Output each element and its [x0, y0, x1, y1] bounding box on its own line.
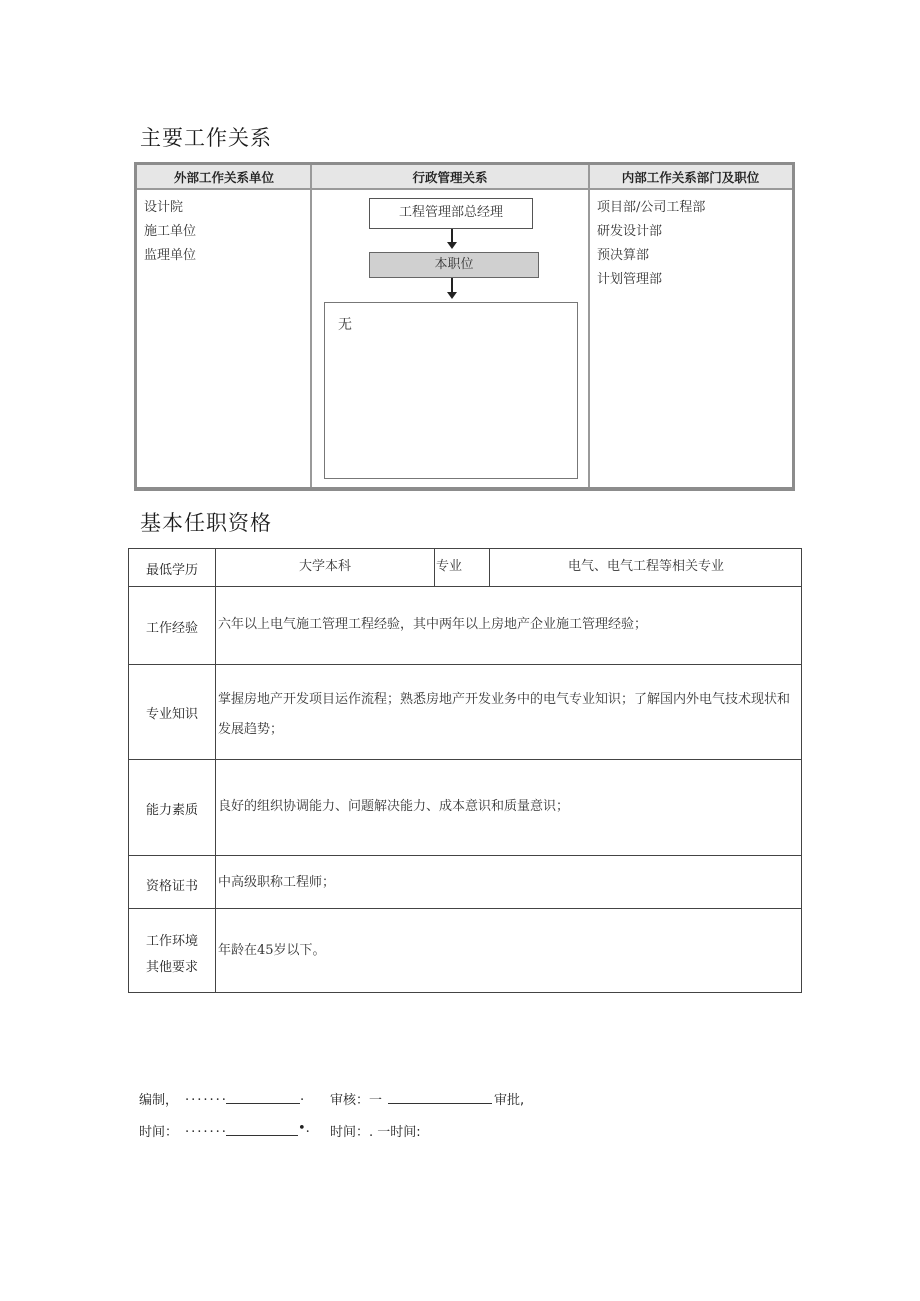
- column-divider: [588, 165, 590, 487]
- value-min-education: 大学本科: [298, 559, 351, 574]
- column-divider: [310, 165, 312, 487]
- row-divider: [129, 855, 801, 856]
- compiled-by-dots: .......: [185, 1089, 228, 1104]
- approved-by-label: 审批,: [494, 1093, 525, 1108]
- label-certificates: 资格证书: [145, 879, 198, 894]
- list-item: 设计院: [144, 200, 184, 215]
- header-admin-relations: 行政管理关系: [311, 165, 589, 190]
- time-review-approve-label: 时间：. 一时间:: [330, 1125, 421, 1140]
- label-abilities: 能力素质: [145, 803, 198, 818]
- row-divider: [129, 664, 801, 665]
- list-item: 预决算部: [597, 248, 650, 263]
- list-item: 施工单位: [144, 224, 197, 239]
- label-min-education: 最低学历: [145, 563, 198, 578]
- signature-line: [226, 1103, 300, 1104]
- label-professional-knowledge: 专业知识: [145, 707, 198, 722]
- arrow-line: [451, 278, 453, 292]
- signature-line: [388, 1103, 492, 1104]
- list-item: 项目部/公司工程部: [597, 200, 706, 215]
- time-dots: .......: [185, 1121, 228, 1136]
- section-title-work-relations: 主要工作关系: [140, 126, 272, 150]
- row-divider: [129, 759, 801, 760]
- label-other-requirements: 其他要求: [145, 960, 198, 975]
- label-work-experience: 工作经验: [145, 621, 198, 636]
- label-work-environment: 工作环境: [145, 934, 198, 949]
- qualifications-table: [128, 548, 802, 993]
- compiled-by-end: .: [300, 1089, 305, 1104]
- internal-units-list: [597, 196, 705, 292]
- time-end: •.: [298, 1121, 310, 1136]
- value-major: 电气、电气工程等相关专业: [567, 559, 724, 574]
- time-label: 时间：: [139, 1125, 179, 1140]
- column-divider: [215, 549, 216, 992]
- row-divider: [129, 586, 801, 587]
- value-professional-knowledge: 掌握房地产开发项目运作流程；熟悉房地产开发业务中的电气专业知识；了解国内外电气技术现状和发展趋势；: [218, 692, 791, 737]
- header-internal-units: 内部工作关系部门及职位: [589, 165, 792, 190]
- value-certificates: 中高级职称工程师；: [218, 875, 336, 890]
- signature-line: [226, 1135, 298, 1136]
- list-item: 计划管理部: [597, 272, 663, 287]
- value-abilities: 良好的组织协调能力、问题解决能力、成本意识和质量意识；: [218, 799, 570, 814]
- reviewed-by-label: 审核：一: [330, 1093, 383, 1108]
- external-units-list: [144, 196, 196, 268]
- arrow-down-icon: [447, 242, 457, 249]
- value-other-requirements: 年龄在45岁以下。: [218, 943, 326, 958]
- current-position-box: 本职位: [369, 252, 539, 278]
- arrow-line: [451, 229, 453, 242]
- row-divider: [129, 908, 801, 909]
- subordinate-box: 无: [324, 302, 578, 479]
- label-major: 专业: [436, 559, 463, 574]
- list-item: 研发设计部: [597, 224, 663, 239]
- arrow-down-icon: [447, 292, 457, 299]
- value-work-experience: 六年以上电气施工管理工程经验，其中两年以上房地产企业施工管理经验；: [218, 617, 648, 632]
- header-external-units: 外部工作关系单位: [137, 165, 311, 190]
- work-relations-table: [134, 162, 795, 491]
- compiled-by-label: 编制，: [139, 1093, 179, 1108]
- superior-position-box: 工程管理部总经理: [369, 198, 533, 229]
- section-title-qualifications: 基本任职资格: [140, 511, 272, 535]
- list-item: 监理单位: [144, 248, 197, 263]
- column-divider: [434, 549, 435, 586]
